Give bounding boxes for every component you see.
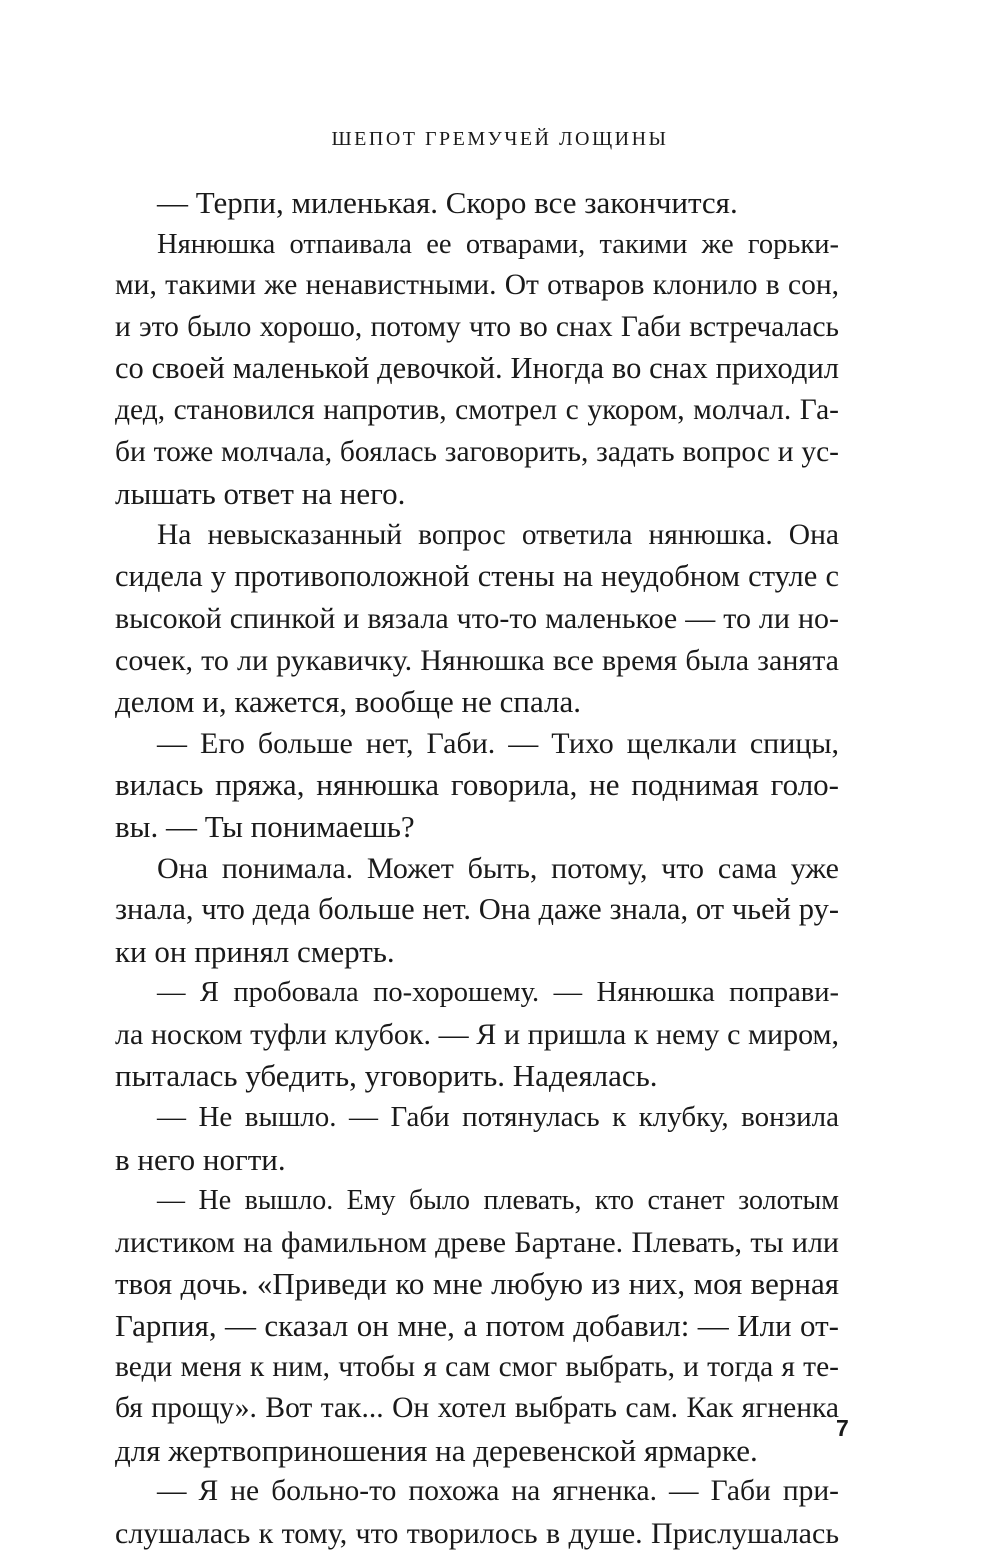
text-line: и это было хорошо, потому что во снах Габи встречалась: [115, 310, 839, 343]
text-line: ки он принял смерть.: [115, 933, 395, 969]
running-header: ШЕПОТ ГРЕМУЧЕЙ ЛОЩИНЫ: [331, 128, 669, 150]
text-line: высокой спинкой и вязала что-то маленькое — то ли но-: [115, 601, 839, 635]
text-line: бя прощу». Вот так... Он хотел выбрать сам. Как ягненка: [115, 1392, 839, 1425]
body-text: [115, 182, 839, 1555]
text-line: со своей маленькой девочкой. Иногда во снах приходил: [115, 351, 839, 386]
text-line: — Терпи, миленькая. Скоро все закончится.: [157, 185, 738, 220]
text-line: Нянюшка отпаивала ее отварами, такими же горьки-: [157, 228, 839, 260]
text-line: вилась пряжа, нянюшка говорила, не поднимая голо-: [115, 767, 839, 803]
text-line: — Я пробовала по-хорошему. — Нянюшка поправи-: [157, 977, 839, 1009]
text-line: — Не вышло. — Габи потянулась к клубку, вонзила: [157, 1101, 839, 1134]
text-line: дед, становился напротив, смотрел с укором, молчал. Га-: [115, 393, 839, 426]
text-line: сидела у противоположной стены на неудобном стуле с: [115, 559, 839, 594]
page-number: 7: [836, 1415, 849, 1441]
text-line: для жертвоприношения на деревенской ярмарке.: [115, 1432, 758, 1468]
text-line: — Его больше нет, Габи. — Тихо щелкали спицы,: [157, 726, 839, 760]
text-line: в него ногти.: [115, 1141, 286, 1177]
text-line: На невысказанный вопрос ответила нянюшка. Она: [157, 518, 839, 551]
text-line: ла носком туфли клубок. — Я и пришла к нему с миром,: [115, 1017, 839, 1051]
text-line: — Не вышло. Ему было плевать, кто станет золотым: [157, 1185, 839, 1217]
text-line: сочек, то ли рукавичку. Нянюшка все время была занята: [115, 643, 839, 677]
text-line: слушалась к тому, что творилось в душе. Прислушалась: [115, 1517, 839, 1550]
text-line: Гарпия, — сказал он мне, а потом добавил: — Или от-: [115, 1308, 839, 1344]
text-line: знала, что деда больше нет. Она даже знала, от чьей ру-: [115, 892, 839, 927]
text-line: вы. — Ты понимаешь?: [115, 808, 415, 844]
text-line: листиком на фамильном древе Бартане. Плевать, ты или: [115, 1225, 839, 1259]
text-line: Она понимала. Может быть, потому, что сама уже: [157, 851, 839, 885]
text-line: ми, такими же ненавистными. От отваров клонило в сон,: [115, 269, 839, 302]
text-line: твоя дочь. «Приведи ко мне любую из них, моя верная: [115, 1266, 839, 1302]
text-line: делом и, кажется, вообще не спала.: [115, 684, 581, 720]
text-line: пыталась убедить, уговорить. Надеялась.: [115, 1058, 658, 1094]
text-line: веди меня к ним, чтобы я сам смог выбрать, и тогда я те-: [115, 1350, 839, 1383]
text-line: — Я не больно-то похожа на ягненка. — Габи при-: [157, 1475, 839, 1508]
text-line: би тоже молчала, боялась заговорить, задать вопрос и ус-: [115, 435, 839, 468]
text-line: лышать ответ на него.: [115, 476, 406, 512]
